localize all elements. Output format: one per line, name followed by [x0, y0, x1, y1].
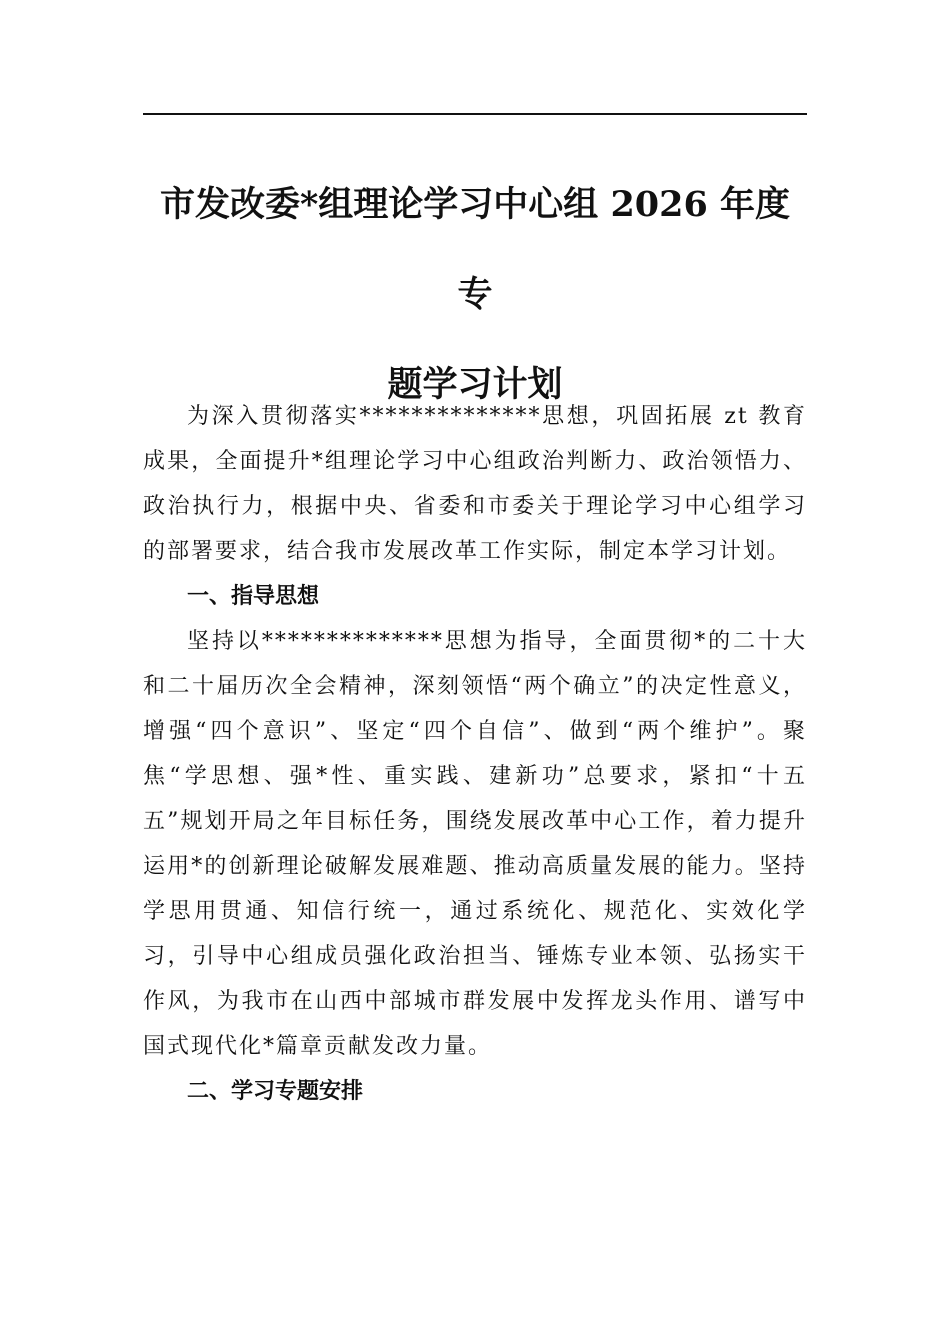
guiding-thought-paragraph: 坚持以**************思想为指导，全面贯彻*的二十大和二十届历次全会精神，深刻领悟“两个确立”的决定性意义，增强“四个意识”、坚定“四个自信”、做到“两个维护”。聚焦“学思想、强*性、重实践、建新功”总要求，紧扣“十五五”规划开局之年目标任务，围绕发展改革中心工作，着力提升运用*的创新理论破解发展难题、推动高质量发展的能力。坚持学思用贯通、知信行统一，通过系统化、规范化、实效化学习，引导中心组成员强化政治担当、锤炼专业本领、弘扬实干作风，为我市在山西中部城市群发展中发挥龙头作用、谱写中国式现代化*篇章贡献发改力量。 — [143, 629, 807, 1059]
document-title — [143, 160, 807, 430]
title-line-2: 题学习计划 — [387, 364, 563, 405]
section-heading-study-topics: 二、学习专题安排 — [187, 1079, 364, 1104]
intro-paragraph: 为深入贯彻落实**************思想，巩固拓展 zt 教育成果，全面提升*组理论学习中心组政治判断力、政治领悟力、政治执行力，根据中央、省委和市委关于理论学习中心组学习的部署要求，结合我市发展改革工作实际，制定本学习计划。 — [143, 404, 807, 564]
document-body — [143, 394, 807, 1114]
title-line-1: 市发改委*组理论学习中心组 2026 年度专 — [159, 184, 791, 315]
section-heading-guiding-thought: 一、指导思想 — [187, 584, 320, 609]
header-rule — [143, 113, 807, 115]
